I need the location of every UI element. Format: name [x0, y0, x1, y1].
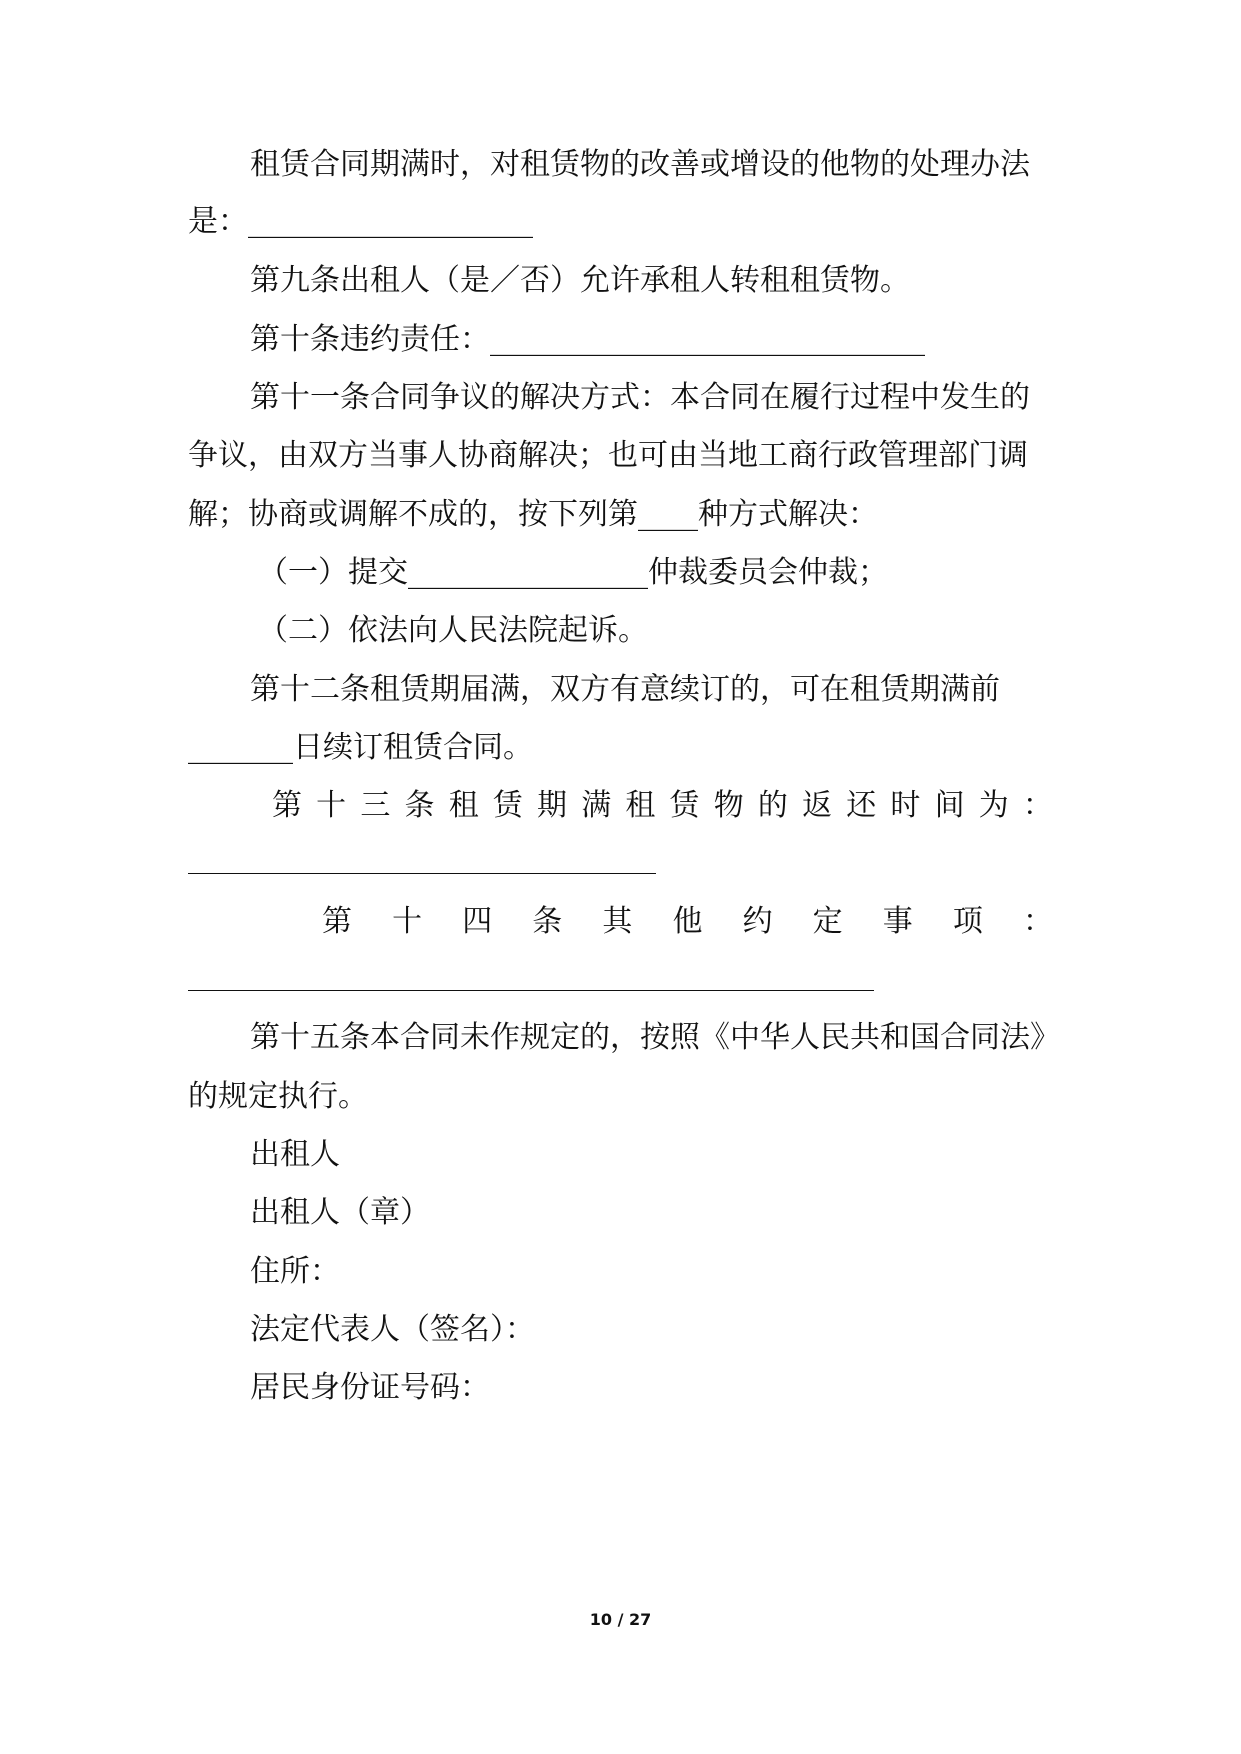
article-13-char: 期	[537, 788, 568, 823]
article-13-char: 租	[625, 788, 656, 823]
article-14-char: 条	[532, 904, 563, 939]
lessor-heading: 出租人	[250, 1137, 340, 1172]
paragraph-line: 争议，由双方当事人协商解决；也可由当地工商行政管理部门调	[188, 438, 1028, 473]
article-9: 第九条出租人（是／否）允许承租人转租租赁物。	[250, 263, 910, 298]
article-11: 第十一条合同争议的解决方式：本合同在履行过程中发生的	[250, 380, 1030, 415]
paragraph-line: 是：___________________	[188, 204, 533, 239]
article-14-char: 事	[882, 904, 913, 939]
article-14-char: 定	[812, 904, 843, 939]
article-14	[322, 902, 1053, 942]
article-14-char: 约	[742, 904, 773, 939]
article-13-char: 赁	[669, 788, 700, 823]
article-13-char: 租	[448, 788, 479, 823]
paragraph-line: 解；协商或调解不成的，按下列第____种方式解决：	[188, 497, 878, 532]
paragraph-line: 租赁合同期满时，对租赁物的改善或增设的他物的处理办法	[250, 147, 1030, 182]
article-13	[272, 786, 1053, 826]
blank-underline	[188, 990, 874, 991]
article-13-char: 第	[272, 788, 302, 823]
article-14-char: 十	[392, 904, 423, 939]
blank-underline	[188, 873, 656, 874]
article-14-char: 其	[602, 904, 633, 939]
article-14-char: 项	[952, 904, 983, 939]
article-13-char: 十	[316, 788, 347, 823]
article-14-char: 他	[672, 904, 703, 939]
article-13-char: 三	[360, 788, 391, 823]
lessor-seal-field: 出租人（章）	[250, 1195, 430, 1230]
option-one: （一）提交________________仲裁委员会仲裁；	[258, 555, 888, 590]
article-13-char: 赁	[492, 788, 523, 823]
article-10: 第十条违约责任：_____________________________	[250, 322, 925, 357]
page-number: 10 / 27	[589, 1610, 652, 1629]
article-13-char: 时	[890, 788, 921, 823]
paragraph-line: _______日续订租赁合同。	[188, 730, 533, 765]
article-15: 第十五条本合同未作规定的，按照《中华人民共和国合同法》	[250, 1020, 1060, 1055]
article-13-char: 还	[846, 788, 877, 823]
paragraph-line: 的规定执行。	[188, 1079, 368, 1114]
article-13-char: 的	[757, 788, 788, 823]
option-two: （二）依法向人民法院起诉。	[258, 613, 648, 648]
article-14-char: 四	[462, 904, 493, 939]
article-14-char: ：	[1022, 904, 1053, 939]
legal-representative-field: 法定代表人（签名）：	[250, 1312, 535, 1347]
article-14-char: 第	[322, 904, 352, 939]
address-field: 住所：	[250, 1254, 340, 1289]
article-13-char: 物	[713, 788, 744, 823]
article-13-char: 间	[934, 788, 965, 823]
id-number-field: 居民身份证号码：	[250, 1370, 490, 1405]
article-12: 第十二条租赁期届满，双方有意续订的，可在租赁期满前	[250, 672, 1000, 707]
article-13-char: 满	[581, 788, 612, 823]
article-13-char: 返	[802, 788, 833, 823]
article-13-char: 条	[404, 788, 435, 823]
article-13-char: 为	[978, 788, 1009, 823]
article-13-char: ：	[1022, 788, 1053, 823]
